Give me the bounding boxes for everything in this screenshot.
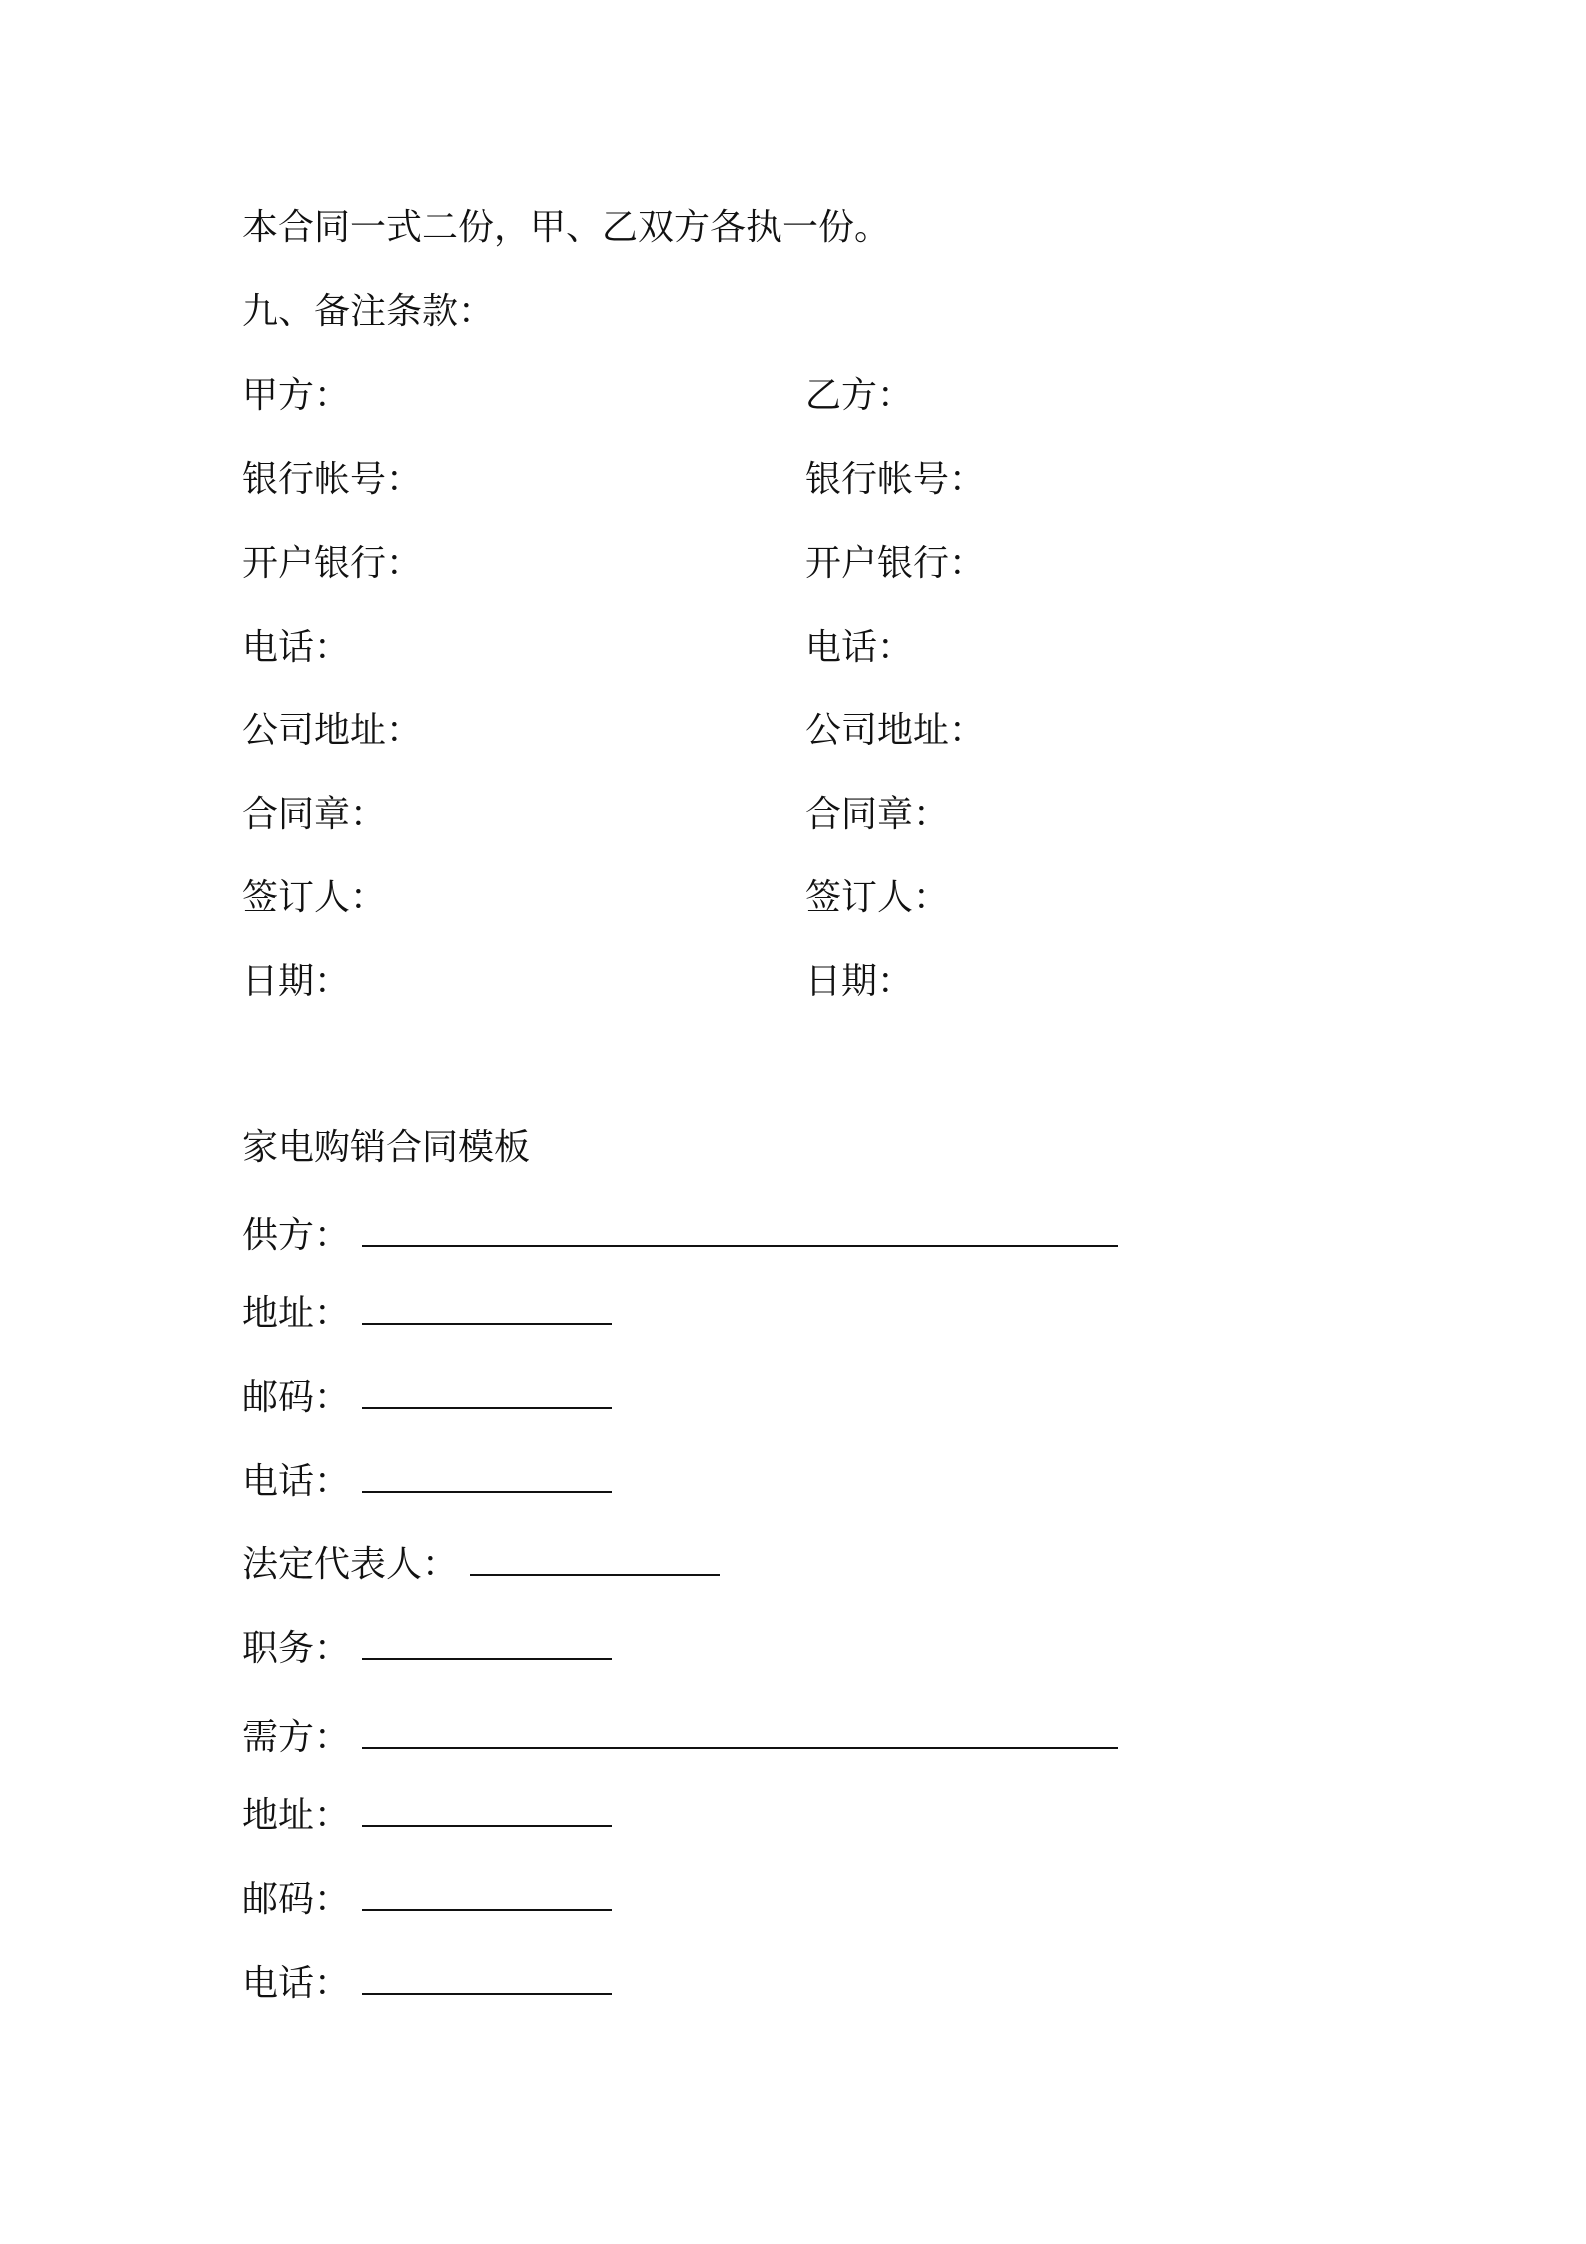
supplier-phone-label: 电话： bbox=[242, 1461, 351, 1502]
buyer-postcode-blank bbox=[362, 1881, 612, 1911]
supplier-phone-row bbox=[242, 1460, 612, 1504]
party-a-signer: 签订人： bbox=[242, 877, 387, 918]
buyer-name-label: 需方： bbox=[242, 1717, 351, 1758]
copies-clause: 本合同一式二份，甲、乙双方各执一份。 bbox=[242, 207, 891, 248]
supplier-name-blank bbox=[362, 1217, 1118, 1247]
supplier-address-label: 地址： bbox=[242, 1293, 351, 1334]
party-a-address: 公司地址： bbox=[242, 710, 423, 751]
party-a-bank: 开户银行： bbox=[242, 543, 423, 584]
party-a-phone: 电话： bbox=[242, 627, 351, 668]
supplier-name-row bbox=[242, 1214, 1118, 1258]
party-b-bank-account: 银行帐号： bbox=[805, 459, 986, 500]
party-a-seal: 合同章： bbox=[242, 794, 387, 835]
buyer-phone-label: 电话： bbox=[242, 1963, 351, 2004]
buyer-address-blank bbox=[362, 1797, 612, 1827]
buyer-address-label: 地址： bbox=[242, 1795, 351, 1836]
supplier-name-label: 供方： bbox=[242, 1215, 351, 1256]
supplier-address-blank bbox=[362, 1295, 612, 1325]
supplier-legal-rep-row bbox=[242, 1543, 720, 1587]
supplier-postcode-blank bbox=[362, 1379, 612, 1409]
party-b-address: 公司地址： bbox=[805, 710, 986, 751]
buyer-name-blank bbox=[362, 1719, 1118, 1749]
supplier-legal-rep-blank bbox=[470, 1546, 720, 1576]
supplier-position-label: 职务： bbox=[242, 1628, 351, 1669]
remarks-heading: 九、备注条款： bbox=[242, 291, 495, 332]
supplier-position-row bbox=[242, 1627, 612, 1671]
party-b-seal: 合同章： bbox=[805, 794, 950, 835]
party-b-signer: 签订人： bbox=[805, 877, 950, 918]
supplier-legal-rep-label: 法定代表人： bbox=[242, 1544, 459, 1585]
contract-title: 家电购销合同模板 bbox=[242, 1127, 531, 1168]
party-b-label: 乙方： bbox=[805, 375, 914, 416]
buyer-name-row bbox=[242, 1716, 1118, 1760]
supplier-address-row bbox=[242, 1292, 612, 1336]
supplier-phone-blank bbox=[362, 1463, 612, 1493]
supplier-position-blank bbox=[362, 1630, 612, 1660]
buyer-phone-blank bbox=[362, 1965, 612, 1995]
party-b-date: 日期： bbox=[805, 961, 914, 1002]
party-b-phone: 电话： bbox=[805, 627, 914, 668]
buyer-phone-row bbox=[242, 1962, 612, 2006]
party-a-label: 甲方： bbox=[242, 375, 351, 416]
party-b-bank: 开户银行： bbox=[805, 543, 986, 584]
supplier-postcode-label: 邮码： bbox=[242, 1377, 351, 1418]
buyer-postcode-label: 邮码： bbox=[242, 1879, 351, 1920]
supplier-postcode-row bbox=[242, 1376, 612, 1420]
party-a-date: 日期： bbox=[242, 961, 351, 1002]
party-a-bank-account: 银行帐号： bbox=[242, 459, 423, 500]
buyer-postcode-row bbox=[242, 1878, 612, 1922]
buyer-address-row bbox=[242, 1794, 612, 1838]
